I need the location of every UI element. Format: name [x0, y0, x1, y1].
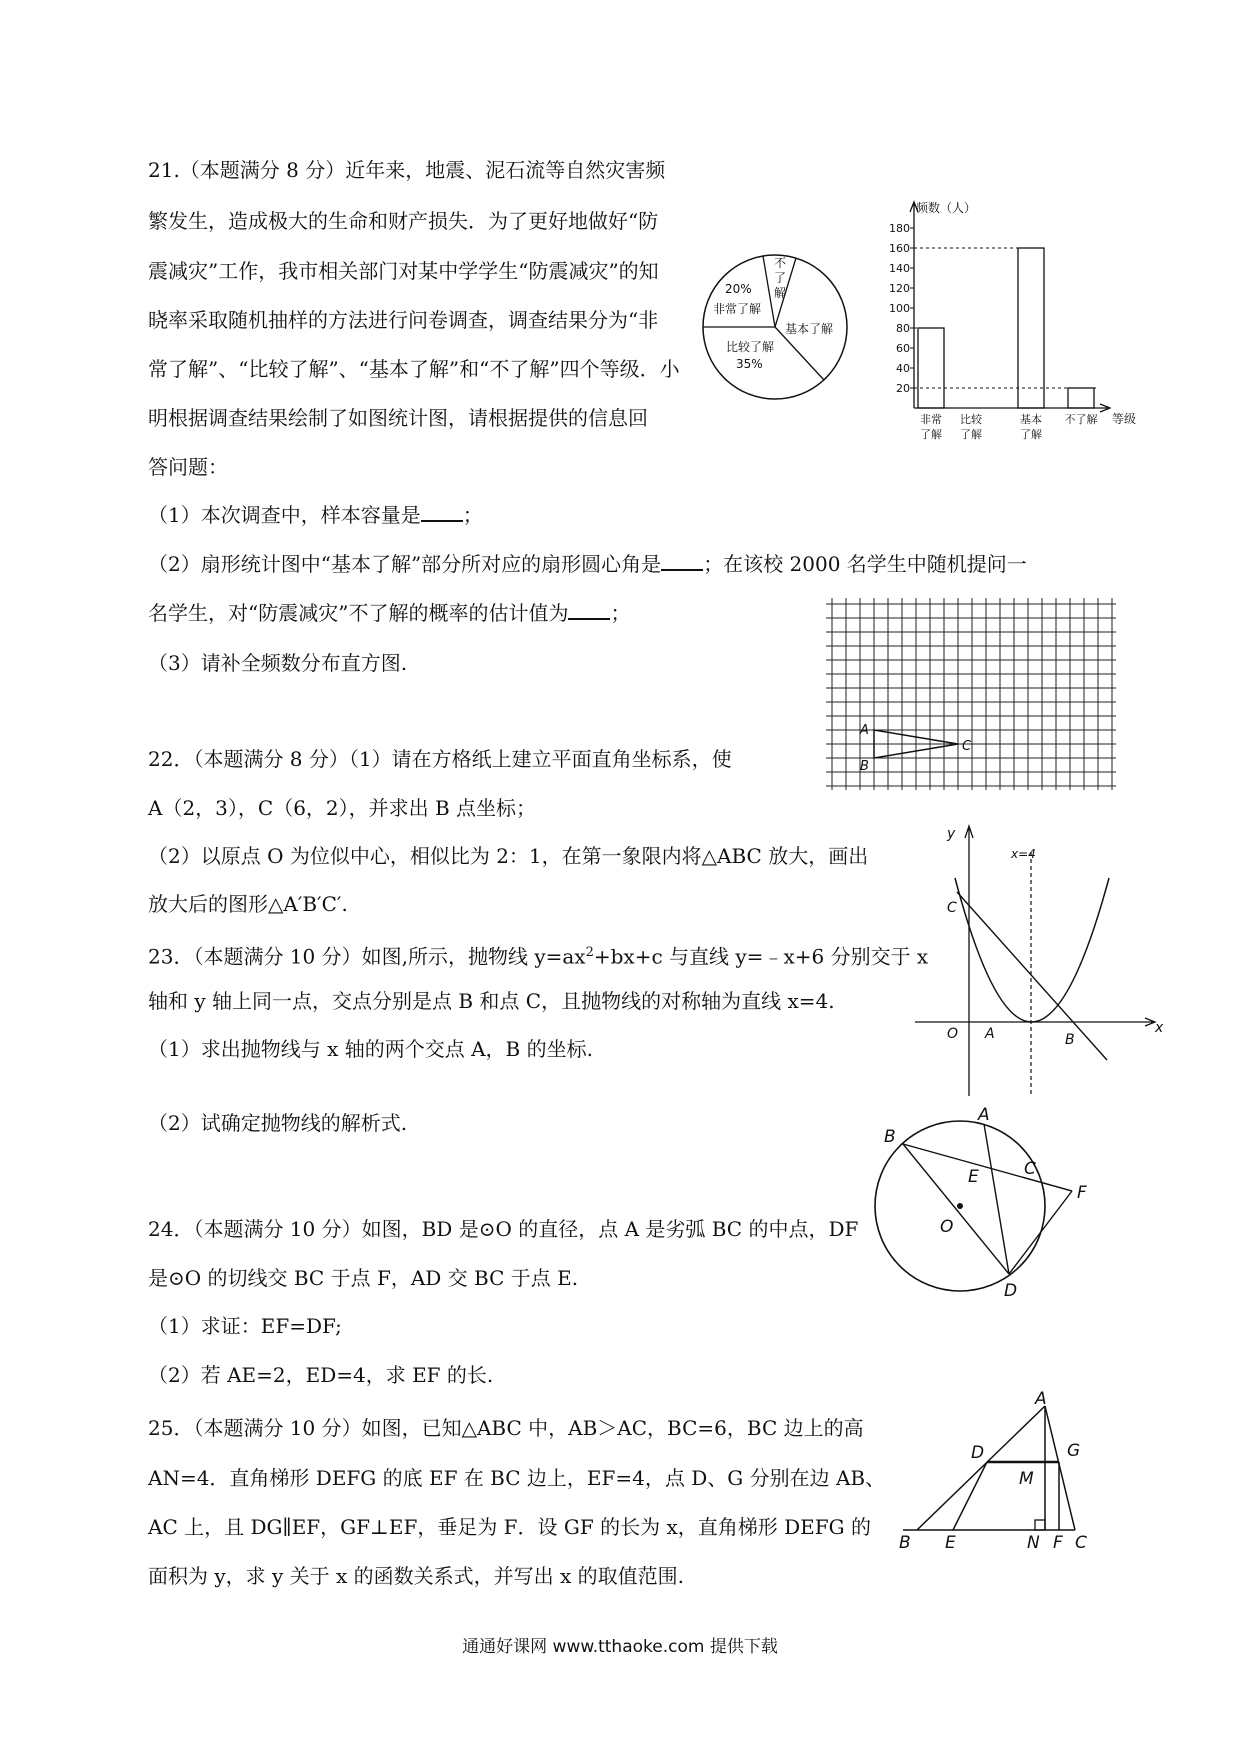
bar	[1068, 388, 1094, 408]
x-category-label: 比较	[960, 413, 982, 426]
x-category-label: 了解	[920, 428, 942, 441]
parabola-curve	[955, 878, 1109, 1022]
y-axis-label: 频数（人）	[916, 201, 977, 215]
q25-line-4: 面积为 y，求 y 关于 x 的函数关系式，并写出 x 的取值范围.	[148, 1564, 685, 1588]
q21-sub1-end: ；	[462, 503, 483, 527]
q21-sub1-text: （1）本次调查中，样本容量是	[148, 503, 421, 527]
center-dot	[957, 1203, 963, 1209]
side-AC	[1045, 1406, 1075, 1530]
q21-line-1: 21.（本题满分 8 分）近年来，地震、泥石流等自然灾害频	[148, 158, 666, 182]
y-axis-arrow	[910, 202, 918, 408]
right-angle-mark	[1035, 1520, 1045, 1530]
triangle-figure	[895, 1389, 1115, 1553]
symmetry-axis-label: x=4	[1011, 847, 1036, 861]
y-tick-label: 60	[896, 342, 910, 355]
q21-line-7: 答问题：	[148, 455, 228, 479]
point-E-label: E	[945, 1533, 956, 1553]
point-G-label: G	[1067, 1441, 1081, 1461]
x-axis-letter: x	[1155, 1020, 1164, 1036]
y-tick-label: 140	[889, 262, 910, 275]
origin-O-label: O	[947, 1026, 959, 1042]
pie-label-not: 了	[774, 271, 787, 285]
q21-sub2-line2-text: 名学生，对“防震减灾”不了解的概率的估计值为	[148, 601, 569, 625]
q22-line-3: （2）以原点 O 为位似中心，相似比为 2：1，在第一象限内将△ABC 放大，画出	[148, 844, 869, 868]
q21-line-3: 震减灾”工作，我市相关部门对某中学学生“防震减灾”的知	[148, 259, 659, 283]
q23-line-2: 轴和 y 轴上同一点，交点分别是点 B 和点 C，且抛物线的对称轴为直线 x=4.	[148, 989, 835, 1013]
y-tick-label: 100	[889, 302, 910, 315]
pie-label-fair: 比较了解	[726, 340, 775, 354]
y-axis-letter: y	[947, 826, 956, 842]
pie-label-fair-pct: 35%	[736, 357, 763, 371]
pie-chart	[695, 245, 855, 410]
answer-blank	[661, 551, 703, 571]
point-D-label: D	[971, 1443, 985, 1463]
q24-sub1: （1）求证：EF=DF;	[148, 1314, 342, 1338]
point-A-label: A	[985, 1026, 995, 1042]
point-F-label: F	[1077, 1183, 1087, 1203]
q25-line-3: AC 上，且 DG∥EF，GF⊥EF，垂足为 F．设 GF 的长为 x，直角梯形 DEFG 的	[148, 1515, 871, 1539]
grid-point-C-label: C	[962, 739, 972, 754]
point-B-label: B	[1065, 1032, 1075, 1048]
point-N-label: N	[1027, 1533, 1040, 1553]
q21-line-4: 晓率采取随机抽样的方法进行问卷调查，调查结果分为“非	[148, 308, 659, 332]
circle-figure	[870, 1105, 1120, 1301]
q21-sub1	[148, 502, 483, 528]
parabola-graph	[905, 820, 1170, 1098]
q22-line-2: A（2，3），C（6，2），并求出 B 点坐标；	[148, 796, 537, 820]
q25-line-1: 25．（本题满分 10 分）如图，已知△ABC 中，AB＞AC，BC=6，BC 边上的高	[148, 1416, 864, 1440]
y-tick-label: 180	[889, 222, 910, 235]
x-category-label: 了解	[960, 428, 982, 441]
y-tick-label: 120	[889, 282, 910, 295]
q23-sub1: （1）求出抛物线与 x 轴的两个交点 A，B 的坐标.	[148, 1037, 593, 1061]
q24-line-2: 是⊙O 的切线交 BC 于点 F，AD 交 BC 于点 E.	[148, 1266, 579, 1290]
point-C-label: C	[1075, 1533, 1087, 1553]
chord-AD	[984, 1124, 1009, 1274]
answer-blank	[568, 600, 610, 620]
point-F-label: F	[1053, 1533, 1063, 1553]
point-B-label: B	[899, 1533, 911, 1553]
x-category-label: 了解	[1020, 428, 1042, 441]
q21-sub2-text: （2）扇形统计图中“基本了解”部分所对应的扇形圆心角是	[148, 552, 662, 576]
diameter-BD	[903, 1144, 1009, 1274]
y-tick-label: 80	[896, 322, 910, 335]
point-C-label: C	[947, 900, 957, 916]
y-tick-label: 40	[896, 362, 910, 375]
q24-sub2: （2）若 AE=2，ED=4，求 EF 的长.	[148, 1363, 494, 1387]
segment-CF	[1022, 1177, 1072, 1191]
point-A-label: A	[978, 1105, 990, 1125]
q23-line-1b: +bx+c 与直线 y=﹣x+6 分别交于 x	[593, 944, 929, 969]
q21-sub2	[148, 551, 1027, 577]
q24-line-1: 24．（本题满分 10 分）如图，BD 是⊙O 的直径，点 A 是劣弧 BC 的中点，DF	[148, 1217, 859, 1241]
bar	[1018, 248, 1044, 408]
page-footer: 通通好课网 www.tthaoke.com 提供下载	[462, 1637, 778, 1657]
q22-line-1: 22．（本题满分 8 分）（1）请在方格纸上建立平面直角坐标系，使	[148, 747, 732, 771]
pie-label-very-pct: 20%	[725, 282, 752, 296]
y-tick-label: 20	[896, 382, 910, 395]
side-AB	[917, 1406, 1045, 1530]
q22-line-4: 放大后的图形△A′B′C′.	[148, 892, 348, 916]
q21-line-2: 繁发生，造成极大的生命和财产损失．为了更好地做好“防	[148, 209, 659, 233]
x-category-label: 非常	[920, 413, 942, 426]
bar-chart	[860, 198, 1150, 448]
point-A-label: A	[1035, 1389, 1047, 1409]
q23-line-1	[148, 940, 928, 970]
q21-sub2-line2	[148, 600, 630, 626]
pie-label-basic: 基本了解	[785, 322, 834, 336]
grid-point-A-label: A	[860, 723, 869, 738]
q21-line-6: 明根据调查结果绘制了如图统计图，请根据提供的信息回	[148, 406, 648, 430]
q23-exponent: 2	[585, 945, 594, 960]
bar	[918, 328, 944, 408]
answer-blank	[421, 502, 463, 522]
x-axis-label: 等级	[1112, 412, 1137, 426]
q21-sub2-mid: ；在该校 2000 名学生中随机提问一	[703, 552, 1027, 576]
point-C-label: C	[1024, 1159, 1036, 1179]
x-category-label: 不了解	[1064, 413, 1098, 426]
grid-point-B-label: B	[860, 759, 869, 774]
point-M-label: M	[1019, 1469, 1034, 1489]
q25-line-2: AN=4．直角梯形 DEFG 的底 EF 在 BC 边上，EF=4，点 D、G 分别在边 AB、	[148, 1466, 886, 1490]
pie-label-not: 解	[774, 286, 787, 300]
square-grid	[826, 598, 1118, 802]
point-D-label: D	[1004, 1281, 1018, 1301]
q21-sub2-line2-end: ；	[610, 601, 631, 625]
point-E-label: E	[968, 1167, 979, 1187]
segment-DE	[953, 1462, 987, 1530]
q23-sub2: （2）试确定抛物线的解析式.	[148, 1111, 408, 1135]
pie-label-very: 非常了解	[713, 302, 762, 316]
tangent-DF	[1009, 1191, 1072, 1274]
point-B-label: B	[884, 1127, 896, 1147]
pie-label-not: 不	[774, 256, 787, 270]
x-category-label: 基本	[1020, 413, 1042, 426]
y-tick-label: 160	[889, 242, 910, 255]
line-y-neg-x-plus-6	[957, 892, 1107, 1060]
point-O-label: O	[940, 1217, 954, 1237]
q23-line-1a: 23．（本题满分 10 分）如图,所示，抛物线 y=ax	[148, 944, 586, 969]
y-axis-arrow	[965, 826, 973, 1096]
q21-sub3: （3）请补全频数分布直方图.	[148, 651, 408, 675]
q21-line-5: 常了解”、“比较了解”、“基本了解”和“不了解”四个等级．小	[148, 357, 680, 381]
